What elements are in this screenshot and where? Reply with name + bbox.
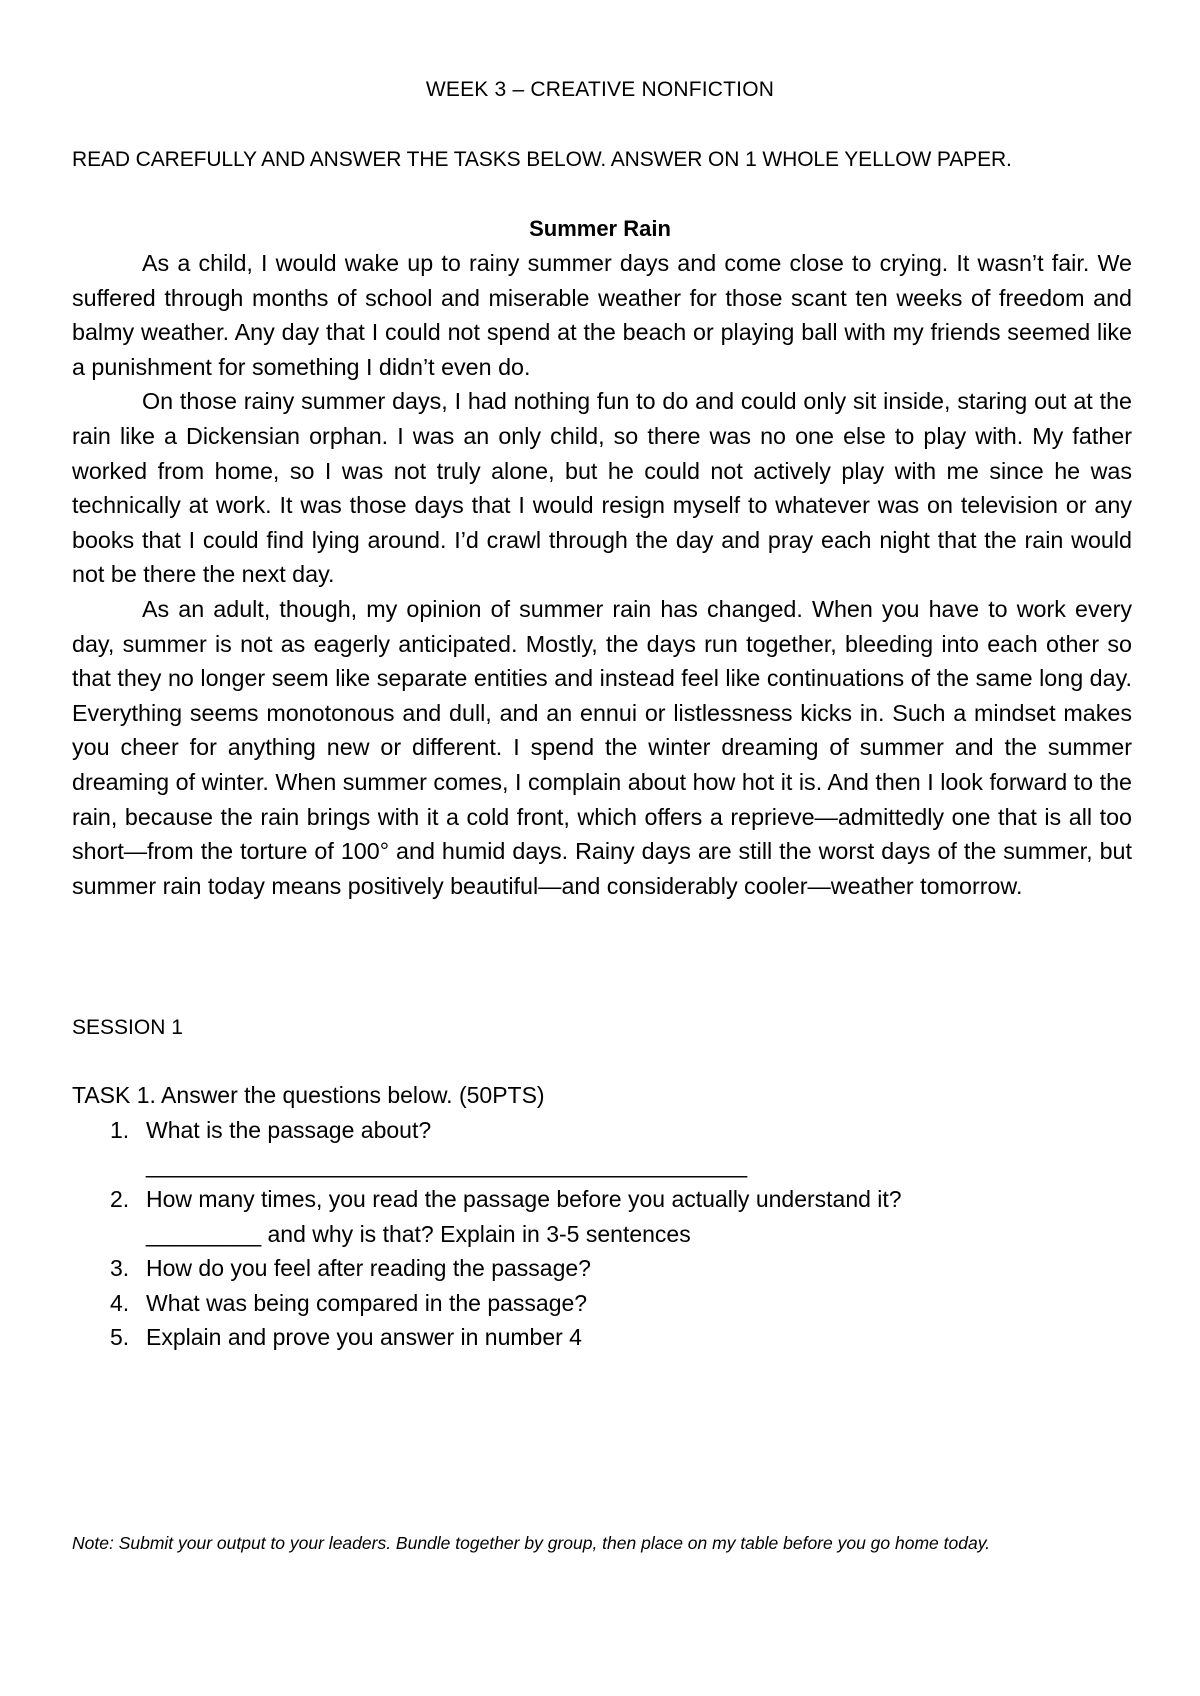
question-item	[72, 1286, 1132, 1321]
passage-paragraph: On those rainy summer days, I had nothing fun to do and could only sit inside, staring out at the rain like a Dickensian orphan. I was an only child, so there was no one else to play with. My father worked from home, so I was not truly alone, but he could not actively play with me since he was technically at work. It was those days that I would resign myself to whatever was on television or any books that I could find lying around. I’d crawl through the day and pray each night that the rain would not be there the next day.	[72, 388, 1132, 588]
passage-paragraph: As a child, I would wake up to rainy summer days and come close to crying. It wasn’t fair. We suffered through months of school and miserable weather for those scant ten weeks of freedom and balmy weather. Any day that I could not spend at the beach or playing ball with my friends seemed like a punishment for something I didn’t even do.	[72, 250, 1132, 380]
question-text: How many times, you read the passage before you actually understand it?	[146, 1186, 902, 1212]
question-text: Explain and prove you answer in number 4	[146, 1324, 582, 1350]
question-number: 4.	[110, 1289, 130, 1316]
answer-blank: _______________________________________________	[146, 1151, 748, 1178]
question-list	[72, 1113, 1132, 1355]
question-text: How do you feel after reading the passage?	[146, 1255, 591, 1281]
story-title: Summer Rain	[529, 216, 671, 241]
question-number: 1.	[110, 1117, 130, 1143]
session-label: SESSION 1	[72, 1016, 183, 1039]
submission-note: Note: Submit your output to your leaders. Bundle together by group, then place on my table before you go home today.	[72, 1533, 991, 1553]
passage-paragraph: As an adult, though, my opinion of summer rain has changed. When you have to work every day, summer is not as eagerly anticipated. Mostly, the days run together, bleeding into each other so that they no longer seem like separate entities and instead feel like continuations of the same long day. Everything seems monotonous and dull, and an ennui or listlessness kicks in. Such a mindset makes you cheer for anything new or different. I spend the winter dreaming of summer and the summer dreaming of winter. When summer comes, I complain about how hot it is. And then I look forward to the rain, because the rain brings with it a cold front, which offers a reprieve—admittedly one that is all too short—from the torture of 100° and humid days. Rainy days are still the worst days of the summer, but summer rain today means positively beautiful—and considerably cooler—weather tomorrow.	[72, 595, 1132, 899]
task-heading: TASK 1. Answer the questions below. (50PTS)	[72, 1082, 545, 1108]
answer-blank: _________ and why is that? Explain in 3-5 sentences	[146, 1220, 691, 1247]
question-item	[72, 1182, 1132, 1251]
question-item	[72, 1320, 1132, 1355]
question-item	[72, 1113, 1132, 1182]
story-passage	[72, 246, 1132, 903]
week-title: WEEK 3 – CREATIVE NONFICTION	[425, 78, 775, 101]
question-number: 3.	[110, 1255, 130, 1281]
question-item	[72, 1251, 1132, 1286]
question-text: What is the passage about?	[146, 1117, 432, 1143]
question-number: 5.	[110, 1324, 130, 1350]
question-text: What was being compared in the passage?	[146, 1289, 588, 1316]
instructions: READ CAREFULLY AND ANSWER THE TASKS BELOW. ANSWER ON 1 WHOLE YELLOW PAPER.	[72, 148, 1012, 171]
question-number: 2.	[110, 1186, 130, 1212]
